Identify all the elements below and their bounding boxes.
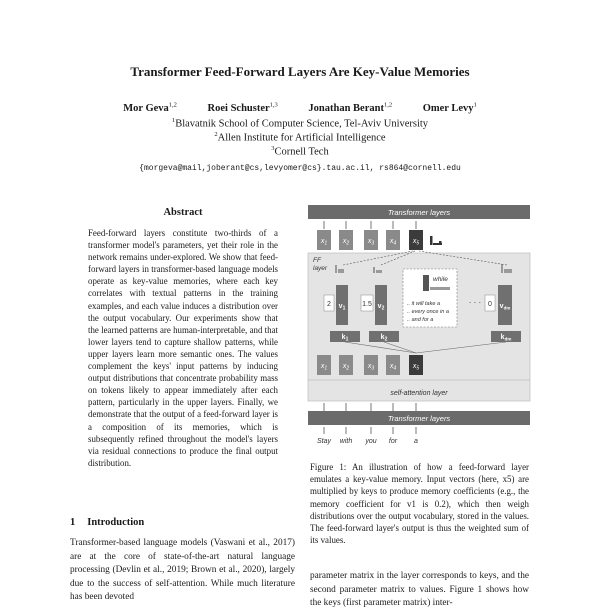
top-x2-label: $x_2$ bbox=[342, 238, 350, 247]
abstract-heading: Abstract bbox=[163, 207, 203, 218]
callout-line-1: .. it will take a bbox=[407, 301, 441, 307]
callout-line-3: .. and for a bbox=[407, 317, 434, 323]
figure-1-diagram bbox=[305, 203, 533, 453]
author-2: Roei Schuster$^{1,3}$ bbox=[207, 101, 278, 114]
input-token-5: a bbox=[414, 438, 418, 445]
value-2-label: $v_2$ bbox=[377, 303, 385, 312]
coefficient-2: 1.5 bbox=[362, 301, 372, 308]
top-x4-label: $x_4$ bbox=[389, 238, 397, 247]
key-1-label: $k_1$ bbox=[341, 334, 349, 343]
value-1-label: $v_1$ bbox=[338, 303, 346, 312]
top-x3-label: $x_3$ bbox=[367, 238, 375, 247]
caption-text: An illustration of how a feed-forward layer emulates a key-value memory. Input vectors (here, x5) are multiplied by keys to produce memory coefficients (e.g., the memory coefficient for v1 is 0.2), which then weigh distributions over the output vocabulary, stored in the values. The feed-forward layer's output is thus the weighted sum of its values. bbox=[310, 462, 529, 546]
section-heading: 1 Introduction bbox=[70, 517, 145, 528]
author-emails: {morgeva@mail,joberant@cs,levyomer@cs}.tau.ac.il, rs864@cornell.edu bbox=[139, 164, 461, 173]
coefficient-1: 2 bbox=[327, 301, 331, 308]
callout-line-2: .. every once in a bbox=[407, 309, 449, 315]
token-arrows bbox=[324, 427, 416, 434]
intro-text: Transformer-based language models (Vaswani et al., 2017) are at the core of state-of-the-art natural language processing (Devlin et al., 2019; Brown et al., 2020), largely due to the success of self-attention. While much literature has been devoted bbox=[70, 538, 295, 602]
memory-ellipsis: · · · bbox=[468, 298, 482, 307]
top-x5-label: $x_5$ bbox=[412, 238, 420, 247]
bottom-x1-label: $x_1$ bbox=[320, 363, 328, 372]
paper-title: Transformer Feed-Forward Layers Are Key-Value Memories bbox=[130, 64, 470, 79]
ff-label-1: FF bbox=[313, 257, 321, 264]
coefficient-dm: 0 bbox=[488, 301, 492, 308]
input-token-4: for bbox=[388, 438, 398, 445]
ff-label-2: layer bbox=[313, 265, 328, 272]
top-x-row bbox=[317, 230, 423, 250]
top-x1-label: $x_1$ bbox=[320, 238, 328, 247]
bottom-bar-label: Transformer layers bbox=[387, 414, 451, 423]
figure-caption bbox=[310, 461, 529, 546]
input-token-2: with bbox=[339, 438, 353, 445]
self-attention-label: self-attention layer bbox=[390, 390, 448, 397]
key-2-label: $k_2$ bbox=[380, 334, 388, 343]
author-list bbox=[0, 101, 600, 114]
callout-word: while bbox=[433, 276, 448, 283]
caption-label: Figure 1: bbox=[310, 462, 347, 472]
author-1: Mor Geva$^{1,2}$ bbox=[123, 101, 177, 114]
input-token-1: Stay bbox=[316, 438, 332, 445]
author-3: Jonathan Berant$^{1,2}$ bbox=[308, 101, 393, 114]
key-dm-label: $k_{dm}$ bbox=[500, 334, 512, 342]
callout-box bbox=[403, 269, 457, 327]
affiliation-3: $^3$Cornell Tech bbox=[271, 145, 329, 158]
bottom-x5-label: $x_5$ bbox=[412, 363, 420, 372]
top-arrows bbox=[324, 221, 416, 229]
affiliation-1: $^1$Blavatnik School of Computer Science, Tel-Aviv University bbox=[171, 117, 429, 130]
bottom-x3-label: $x_3$ bbox=[367, 363, 375, 372]
right-column-text: parameter matrix in the layer corresponds to keys, and the second parameter matrix to values. Figure 1 shows how the keys (first parameter matrix) inter- bbox=[310, 571, 529, 608]
input-token-3: you bbox=[365, 438, 377, 445]
abstract-text: Feed-forward layers constitute two-thirds of a transformer model's parameters, yet their role in the network remains under-explored. We show that feed-forward layers in transformer-based language models operate as key-value memories, where each key correlates with textual patterns in the training examples, and each value induces a distribution over the output vocabulary. Our experiments show that the learned patterns are human-interpretable, and that lower layers tend to capture shallow patterns, while upper layers learn more semantic ones. The values complement the keys' input patterns by inducing output distributions that concentrate probability mass on tokens likely to appear immediately after each pattern, particularly in the upper layers. Finally, we demonstrate that the output of a feed-forward layer is a composition of its memories, which is subsequently refined throughout the model's layers via residual connections to produce the final output distribution. bbox=[88, 228, 278, 468]
top-bar-label: Transformer layers bbox=[387, 208, 451, 217]
bottom-x4-label: $x_4$ bbox=[389, 363, 397, 372]
output-distribution-icon bbox=[430, 236, 442, 245]
bottom-x2-label: $x_2$ bbox=[342, 363, 350, 372]
author-4: Omer Levy$^1$ bbox=[422, 101, 477, 114]
value-dm-label: $v_{dm}$ bbox=[499, 303, 511, 311]
affiliation-2: $^2$Allen Institute for Artificial Intelligence bbox=[214, 131, 386, 144]
